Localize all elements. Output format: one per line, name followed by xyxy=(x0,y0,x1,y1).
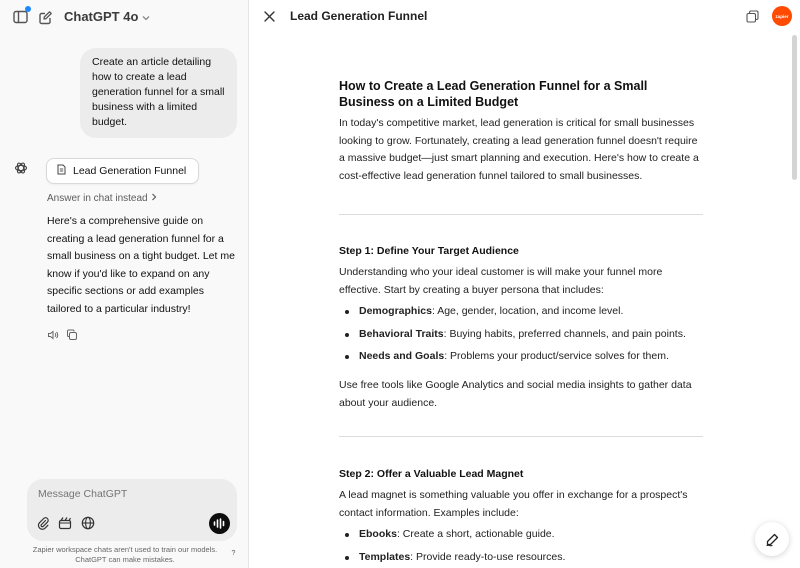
document-title: How to Create a Lead Generation Funnel for a Small Business on a Limited Budget xyxy=(339,79,648,109)
sidebar-toggle-icon[interactable] xyxy=(12,9,28,25)
edit-pencil-icon[interactable] xyxy=(755,522,789,556)
speaker-icon[interactable] xyxy=(47,329,59,341)
answer-in-chat-label: Answer in chat instead xyxy=(47,193,148,204)
step1-bullet-list xyxy=(339,305,703,363)
avatar[interactable]: zapier xyxy=(772,6,792,26)
close-icon[interactable] xyxy=(263,10,276,23)
chat-header xyxy=(0,0,249,34)
document-icon xyxy=(57,164,66,178)
answer-in-chat-link[interactable] xyxy=(47,193,157,204)
step2-heading: Step 2: Offer a Valuable Lead Magnet xyxy=(339,468,524,480)
copy-icon[interactable] xyxy=(66,329,78,341)
assistant-message: Here's a comprehensive guide on creating a lead generation funnel for a small business on a tight budget. Let me know if you'd like to expand on any specific sections or add examples tailored to a particular industry! xyxy=(47,215,235,315)
tools-icon[interactable] xyxy=(58,516,72,530)
section-divider xyxy=(339,436,703,437)
section-divider xyxy=(339,214,703,215)
canvas-title: Lead Generation Funnel xyxy=(290,9,428,23)
compose-icon[interactable] xyxy=(37,9,53,25)
step2-text: A lead magnet is something valuable you offer in exchange for a prospect's contact information. Examples include: xyxy=(339,489,688,519)
disclaimer: Zapier workspace chats aren't used to train our models. ChatGPT can make mistakes. xyxy=(32,545,218,564)
canvas-panel xyxy=(249,0,800,568)
chevron-right-icon xyxy=(151,193,157,204)
list-item: Behavioral Traits: Buying habits, preferred channels, and pain points. xyxy=(339,328,703,341)
list-item: Templates: Provide ready-to-use resources. xyxy=(339,551,703,564)
chat-panel xyxy=(0,0,249,568)
versions-icon[interactable] xyxy=(745,9,759,23)
chevron-down-icon xyxy=(142,9,150,24)
voice-waveform-icon[interactable] xyxy=(209,513,230,534)
canvas-document xyxy=(339,79,703,564)
canvas-open-button[interactable] xyxy=(46,158,199,184)
step1-heading: Step 1: Define Your Target Audience xyxy=(339,245,519,257)
model-name: ChatGPT 4o xyxy=(64,9,139,24)
user-message: Create an article detailing how to create a lead generation funnel for a small business with a limited budget. xyxy=(80,48,237,138)
intro-paragraph: In today's competitive market, lead generation is critical for small businesses looking to grow. Fortunately, creating a lead generation funnel doesn't require a massive budget—just smart planning and execution. Here's how to create a cost-effective lead generation funnel tailored to small businesses. xyxy=(339,117,699,182)
notification-dot xyxy=(25,6,31,12)
globe-icon[interactable] xyxy=(81,516,95,530)
scrollbar[interactable] xyxy=(792,35,797,180)
chatgpt-logo-icon xyxy=(14,161,28,175)
list-item: Ebooks: Create a short, actionable guide. xyxy=(339,528,703,541)
step1-text: Understanding who your ideal customer is will make your funnel more effective. Start by creating a buyer persona that includes: xyxy=(339,266,663,296)
list-item: Needs and Goals: Problems your product/service solves for them. xyxy=(339,350,703,363)
canvas-chip-label: Lead Generation Funnel xyxy=(73,165,187,177)
step1-footer: Use free tools like Google Analytics and social media insights to gather data about your audience. xyxy=(339,379,692,409)
step2-bullet-list xyxy=(339,528,703,564)
paperclip-icon[interactable] xyxy=(36,516,50,530)
model-selector[interactable] xyxy=(64,9,150,24)
message-composer xyxy=(27,479,237,541)
help-button[interactable]: ? xyxy=(231,550,236,557)
list-item: Demographics: Age, gender, location, and income level. xyxy=(339,305,703,318)
message-input[interactable] xyxy=(38,488,218,500)
